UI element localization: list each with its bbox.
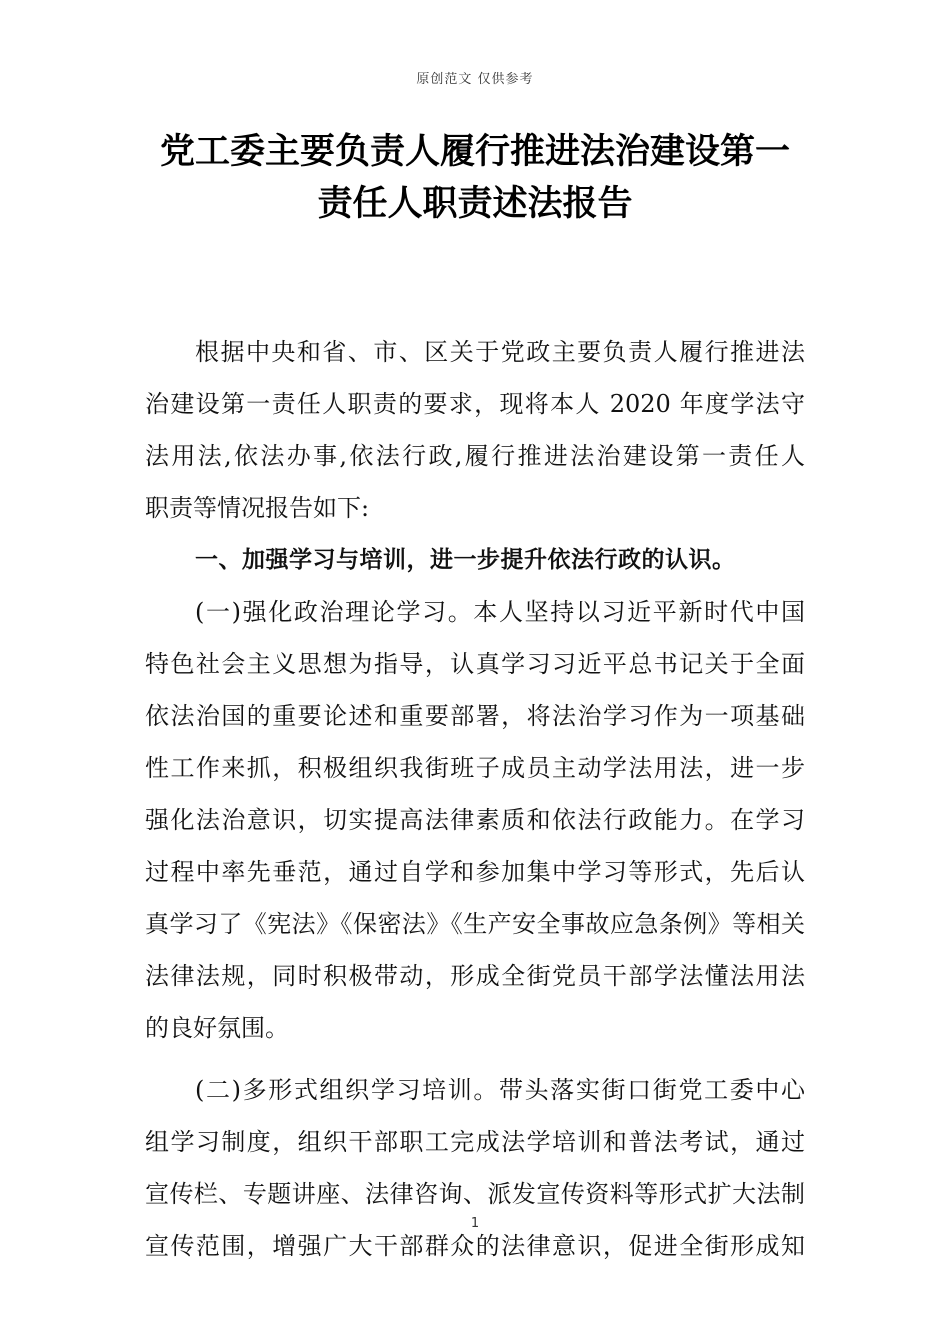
document-body [145,326,805,1272]
title-line-2: 责任人职责述法报告 [317,183,633,224]
paragraph-line: 的良好氛围。 [145,1014,289,1042]
paragraph-line: 宣传范围，增强广大干部群众的法律意识，促进全街形成知 [145,1232,805,1260]
paragraph-line: 依法治国的重要论述和重要部署，将法治学习作为一项基础 [145,702,805,730]
section-heading: 一、加强学习与培训，进一步提升依法行政的认识。 [195,547,736,573]
paragraph-line: 强化法治意识，切实提高法律素质和依法行政能力。在学习 [145,806,805,834]
paragraph-line: 法律法规，同时积极带动，形成全街党员干部学法懂法用法 [145,962,805,990]
paragraph-line: 真学习了《宪法》《保密法》《生产安全事故应急条例》等相关 [145,910,805,938]
paragraph-line: 法用法,依法办事,依法行政,履行推进法治建设第一责任人 [145,442,805,470]
paragraph-line: 组学习制度，组织干部职工完成法学培训和普法考试，通过 [145,1128,805,1156]
paragraph-gap [145,1054,805,1064]
paragraph-line: 宣传栏、专题讲座、法律咨询、派发宣传资料等形式扩大法制 [145,1180,805,1208]
document-title [120,126,830,230]
paragraph-line: 根据中央和省、市、区关于党政主要负责人履行推进法 [195,338,805,366]
paragraph-line: 过程中率先垂范，通过自学和参加集中学习等形式，先后认 [145,858,805,886]
paragraph-line: (二)多形式组织学习培训。带头落实街口街党工委中心 [195,1076,805,1104]
page-number: 1 [470,1216,480,1231]
title-line-1: 党工委主要负责人履行推进法治建设第一 [159,131,790,172]
paragraph-line: 治建设第一责任人职责的要求，现将本人 2020 年度学法守 [145,390,805,418]
paragraph-line: 特色社会主义思想为指导，认真学习习近平总书记关于全面 [145,650,805,678]
paragraph-line: 职责等情况报告如下: [145,494,370,522]
header-note: 原创范文 仅供参考 [416,72,534,87]
paragraph-line: 性工作来抓，积极组织我街班子成员主动学法用法，进一步 [145,754,805,782]
paragraph-line: (一)强化政治理论学习。本人坚持以习近平新时代中国 [195,598,805,626]
